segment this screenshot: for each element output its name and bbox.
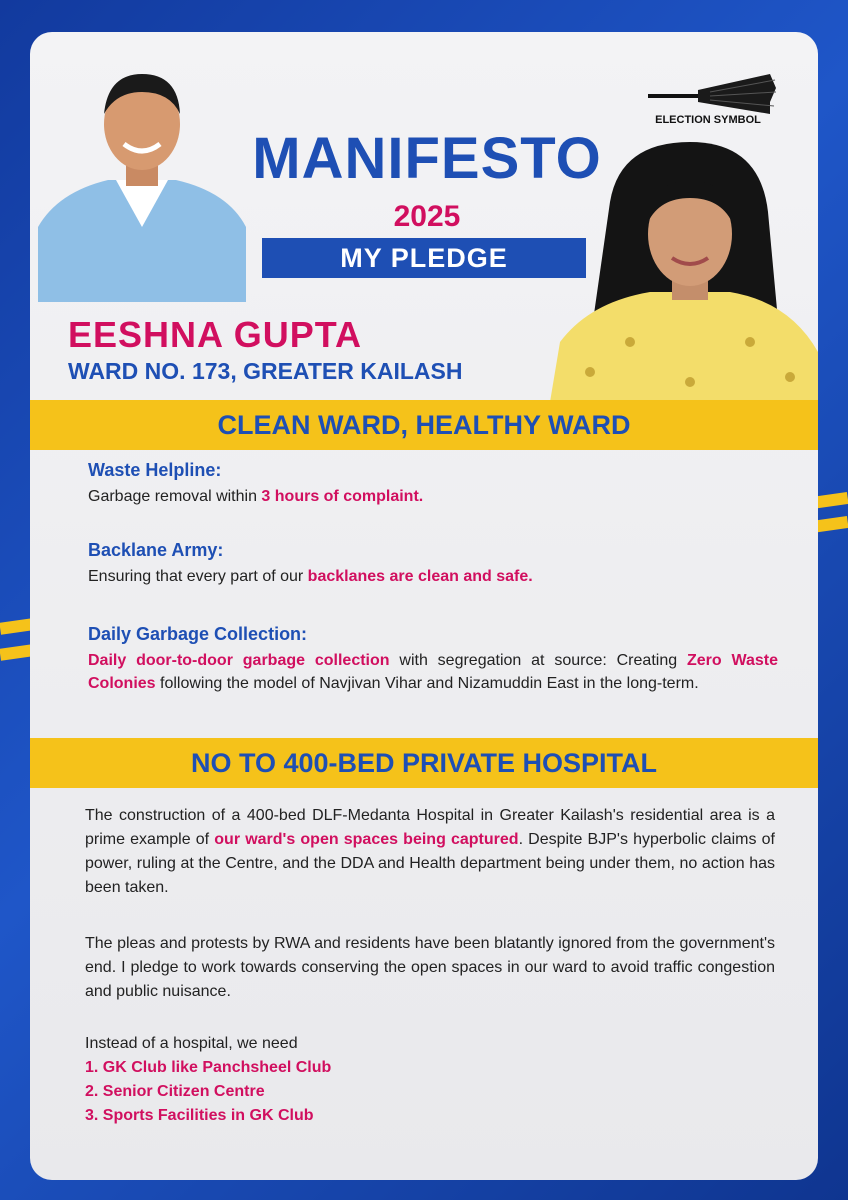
item-text (88, 649, 778, 695)
section-heading-clean-ward: CLEAN WARD, HEALTHY WARD (30, 400, 818, 450)
hospital-paragraph-1 (85, 804, 775, 900)
list-item: 3. Sports Facilities in GK Club (85, 1107, 314, 1124)
pledge-item (88, 460, 778, 508)
item-title: Daily Garbage Collection: (88, 624, 308, 644)
pledge-item (88, 540, 778, 588)
manifesto-year: 2025 (393, 200, 461, 233)
needs-intro: Instead of a hospital, we need (85, 1035, 298, 1052)
item-title: Backlane Army: (88, 540, 224, 560)
pledge-item (88, 624, 778, 695)
item-highlight: Zero Waste Colonies (88, 652, 778, 692)
candidate-name: EESHNA GUPTA (68, 314, 363, 355)
hospital-paragraph-2: The pleas and protests by RWA and residents have been blatantly ignored from the government's end. I pledge to work towards conserving the open spaces in our ward to avoid traffic congestion and public nuisance. (85, 935, 775, 1000)
para-text: . Despite BJP's hyperbolic claims of power, ruling at the Centre, and the DDA and Health department being under them, no action has been taken. (85, 831, 776, 896)
item-highlight: 3 hours of complaint. (261, 488, 424, 505)
broom-icon (630, 70, 780, 120)
election-symbol-label: ELECTION SYMBOL (655, 114, 761, 126)
item-highlight: backlanes are clean and safe. (307, 568, 533, 585)
ward-label: WARD NO. 173, GREATER KAILASH (68, 358, 463, 384)
item-text-plain: Garbage removal within (88, 488, 262, 505)
manifesto-card (30, 32, 818, 1180)
needs-list (85, 1056, 331, 1128)
para-text: The construction of a 400-bed DLF-Medanta Hospital in Greater Kailash's residential area is a prime example of (85, 807, 775, 848)
pledge-banner: MY PLEDGE (262, 238, 586, 278)
para-highlight: our ward's open spaces being captured (214, 831, 519, 848)
section-heading-hospital: NO TO 400-BED PRIVATE HOSPITAL (30, 738, 818, 788)
leader-portrait (38, 52, 246, 302)
item-text (88, 565, 778, 588)
item-text (88, 485, 778, 508)
item-text-plain: with segregation at source: Creating (389, 652, 687, 669)
item-text-plain: Ensuring that every part of our (88, 568, 308, 585)
item-text-plain: following the model of Navjivan Vihar and Nizamuddin East in the long-term. (155, 675, 699, 692)
list-item: 2. Senior Citizen Centre (85, 1083, 265, 1100)
list-item: 1. GK Club like Panchsheel Club (85, 1059, 332, 1076)
item-title: Waste Helpline: (88, 460, 222, 480)
item-highlight: Daily door-to-door garbage collection (88, 652, 390, 669)
page-title: MANIFESTO (252, 126, 602, 191)
